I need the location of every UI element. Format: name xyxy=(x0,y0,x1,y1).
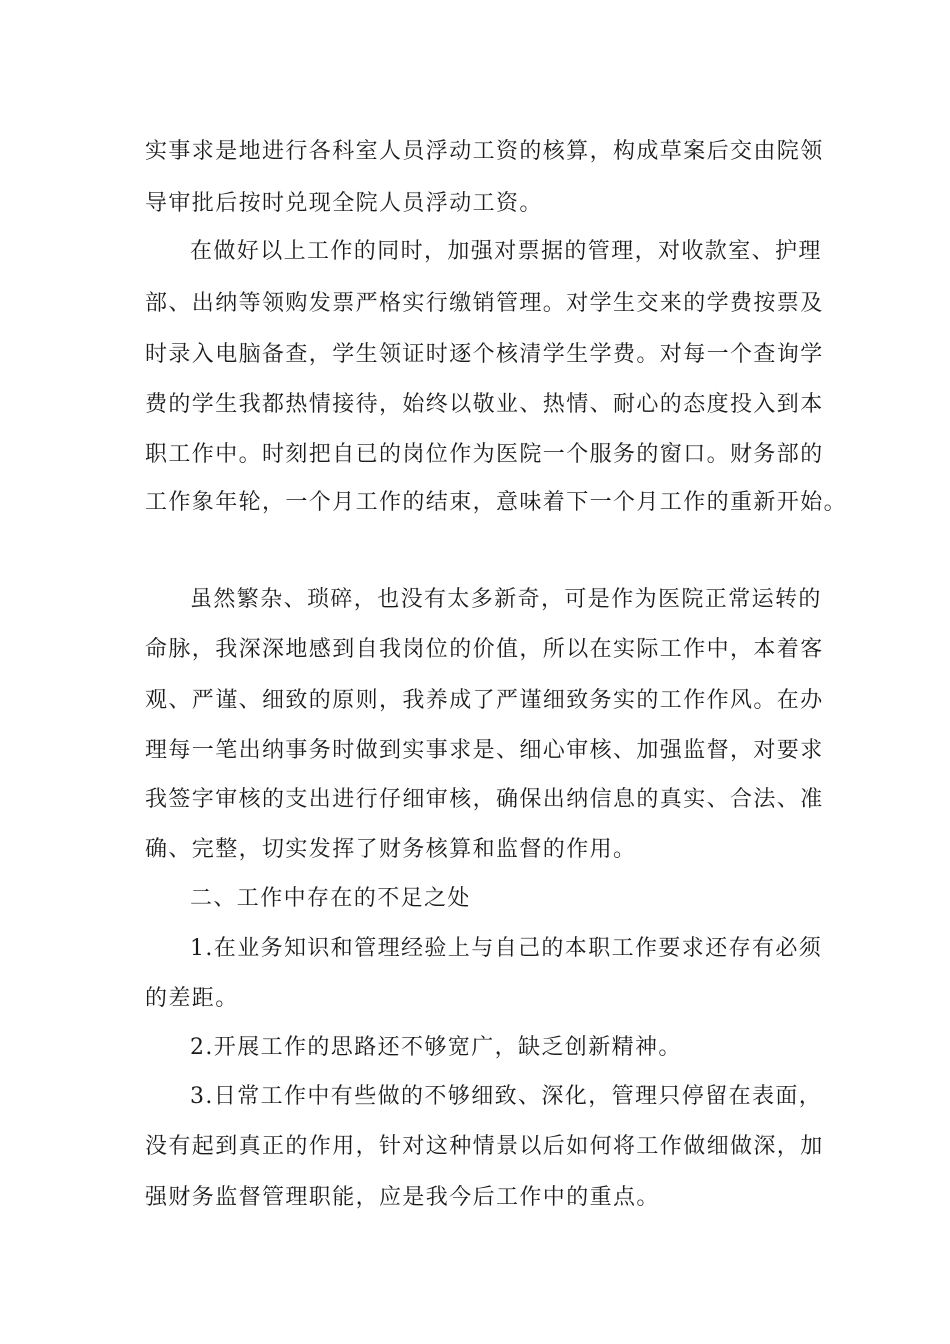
text-line: 工作象年轮，一个月工作的结束，意味着下一个月工作的重新开始。 xyxy=(145,490,848,515)
text-line: 职工作中。时刻把自已的岗位作为医院一个服务的窗口。财务部的 xyxy=(145,442,824,467)
text-line: 导审批后按时兑现全院人员浮动工资。 xyxy=(145,191,543,216)
text-line: 实事求是地进行各科室人员浮动工资的核算，构成草案后交由院领 xyxy=(145,139,824,164)
text-line: 我签字审核的支出进行仔细审核，确保出纳信息的真实、合法、准 xyxy=(145,787,824,812)
text-line: 费的学生我都热情接待，始终以敬业、热情、耐心的态度投入到本 xyxy=(145,392,824,417)
text-line: 确、完整，切实发挥了财务核算和监督的作用。 xyxy=(145,837,637,862)
text-line: 理每一笔出纳事务时做到实事求是、细心审核、加强监督，对要求 xyxy=(145,738,824,763)
text-line: 部、出纳等领购发票严格实行缴销管理。对学生交来的学费按票及 xyxy=(145,291,824,316)
list-item: 3.日常工作中有些做的不够细致、深化，管理只停留在表面， xyxy=(190,1084,823,1109)
list-item: 2.开展工作的思路还不够宽广，缺乏创新精神。 xyxy=(190,1035,682,1060)
text-line: 在做好以上工作的同时，加强对票据的管理，对收款室、护理 xyxy=(190,239,822,264)
text-line: 没有起到真正的作用，针对这种情景以后如何将工作做细做深，加 xyxy=(145,1134,824,1159)
text-line: 命脉，我深深地感到自我岗位的价值，所以在实际工作中，本着客 xyxy=(145,637,824,662)
text-line: 虽然繁杂、琐碎，也没有太多新奇，可是作为医院正常运转的 xyxy=(190,587,822,612)
text-line: 时录入电脑备查，学生领证时逐个核清学生学费。对每一个查询学 xyxy=(145,342,824,367)
section-heading: 二、工作中存在的不足之处 xyxy=(190,886,471,911)
text-line: 强财务监督管理职能，应是我今后工作中的重点。 xyxy=(145,1185,660,1210)
text-line: 的差距。 xyxy=(145,986,239,1011)
text-line: 观、严谨、细致的原则，我养成了严谨细致务实的工作作风。在办 xyxy=(145,688,824,713)
list-item: 1.在业务知识和管理经验上与自己的本职工作要求还存有必须 xyxy=(190,936,823,961)
